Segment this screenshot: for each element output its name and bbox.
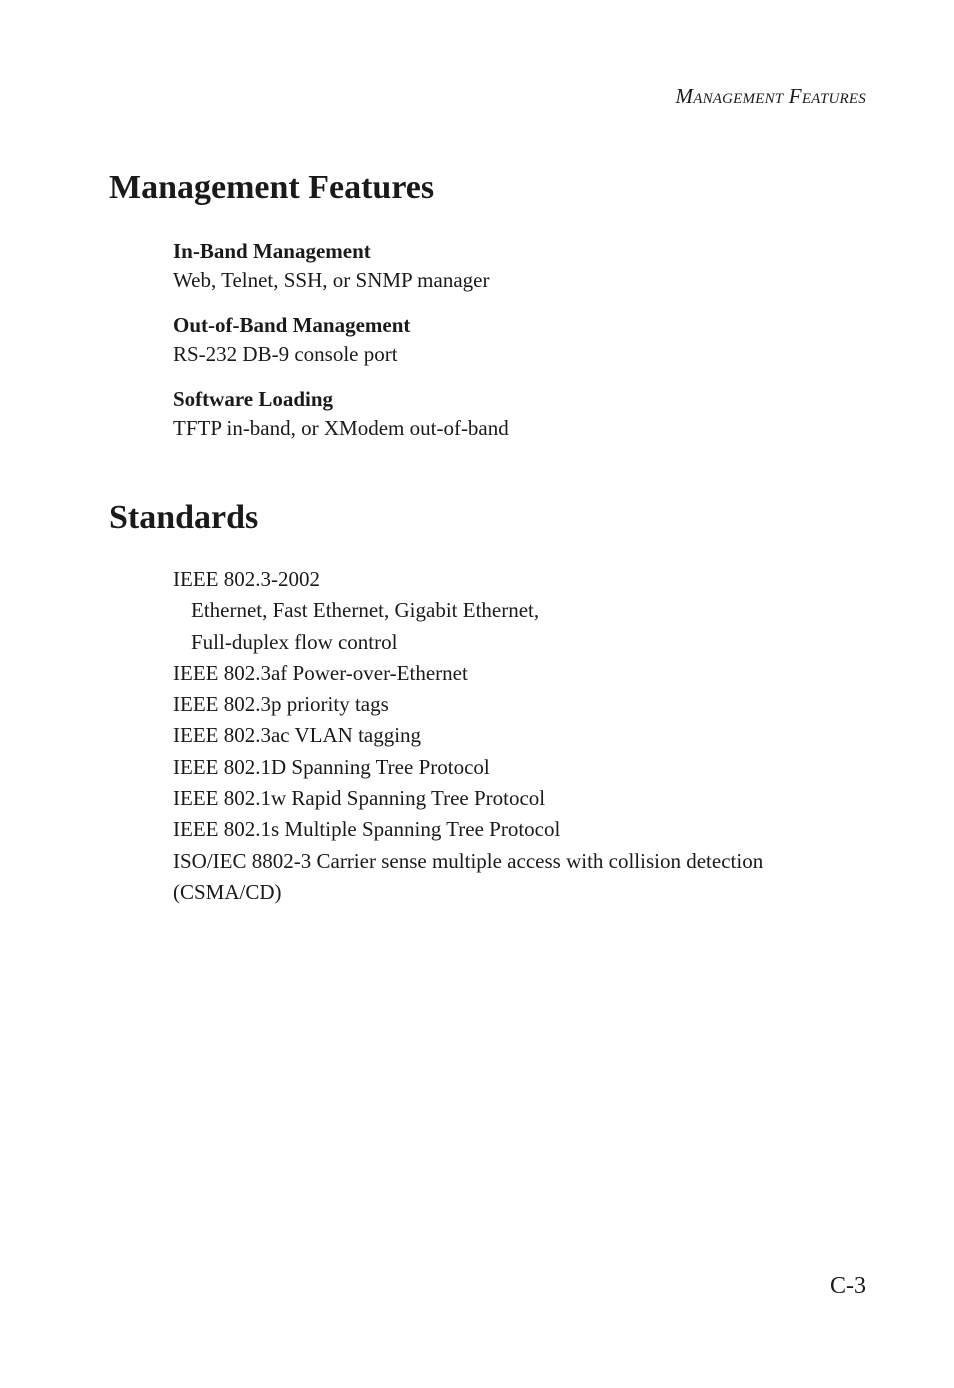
standards-list [173, 564, 873, 908]
running-header: Management Features [675, 84, 866, 108]
feature-description: RS-232 DB-9 console port [173, 342, 398, 366]
section-title-management-features: Management Features [109, 169, 435, 206]
standard-item: IEEE 802.3p priority tags [173, 692, 389, 717]
standard-item: IEEE 802.1D Spanning Tree Protocol [173, 754, 490, 779]
page-number: C-3 [830, 1273, 866, 1299]
feature-description: TFTP in-band, or XModem out-of-band [173, 416, 509, 440]
standard-subitem: Full-duplex flow control [191, 629, 398, 654]
section-title-standards: Standards [109, 499, 259, 536]
standard-item: IEEE 802.3af Power-over-Ethernet [173, 660, 468, 685]
feature-heading: Software Loading [173, 387, 334, 411]
feature-heading: Out-of-Band Management [173, 313, 411, 337]
feature-heading: In-Band Management [173, 239, 371, 263]
standard-item: IEEE 802.3-2002 [173, 567, 320, 591]
management-features-list [173, 237, 873, 459]
feature-out-of-band-management [173, 311, 873, 370]
feature-in-band-management [173, 237, 873, 296]
standard-item: (CSMA/CD) [173, 879, 282, 904]
standard-item: IEEE 802.1s Multiple Spanning Tree Protocol [173, 817, 561, 842]
standard-item: IEEE 802.1w Rapid Spanning Tree Protocol [173, 786, 546, 811]
feature-description: Web, Telnet, SSH, or SNMP manager [173, 268, 490, 292]
standard-item: ISO/IEC 8802-3 Carrier sense multiple access with collision detection [173, 848, 764, 873]
standard-subitem: Ethernet, Fast Ethernet, Gigabit Ethernet, [191, 598, 540, 623]
standard-item: IEEE 802.3ac VLAN tagging [173, 723, 422, 748]
feature-software-loading [173, 385, 873, 444]
